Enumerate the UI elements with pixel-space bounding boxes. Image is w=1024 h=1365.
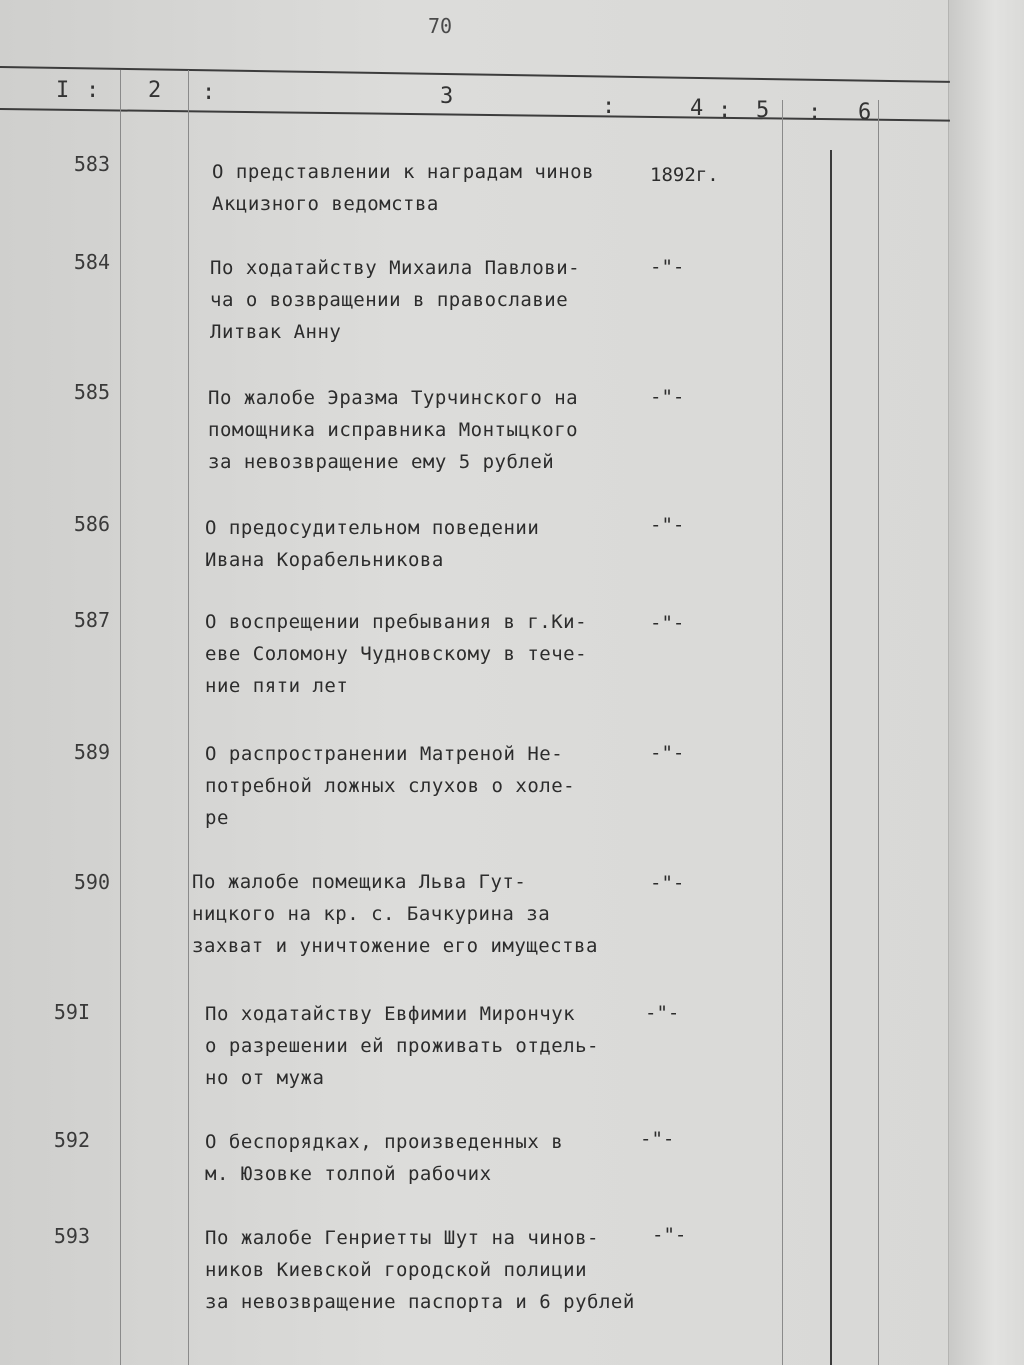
entry-number: 585 <box>73 380 110 404</box>
entry-title: По жалобе помещика Льва Гут- ницкого на кр. с. Бачкурина за захват и уничтожение его имущества <box>192 871 598 957</box>
entry-number: 584 <box>73 250 110 274</box>
entry-title: О распространении Матреной Не- потребной ложных слухов о холе- ре <box>205 743 576 829</box>
column-rule <box>782 100 783 1365</box>
header-separator: : <box>718 98 732 123</box>
entry-date: 1892г. <box>650 164 719 186</box>
entry-number: 583 <box>73 152 110 176</box>
entry-date: -"- <box>645 1002 680 1024</box>
entry-date: -"- <box>650 386 685 408</box>
entry-date: -"- <box>640 1128 675 1150</box>
entry-date: -"- <box>650 742 685 764</box>
entry-number: 590 <box>73 870 110 894</box>
entry-date: -"- <box>650 612 685 634</box>
header-separator: : <box>86 78 100 103</box>
column-rule <box>188 70 189 1365</box>
entry-title: По жалобе Эразма Турчинского на помощника исправника Монтыцкого за невозвращение ему 5 рублей <box>208 387 579 473</box>
entry-title: О беспорядках, произведенных в м. Юзовке толпой рабочих <box>205 1131 564 1185</box>
column-header-4: 4 <box>690 96 704 121</box>
column-rule <box>830 150 832 1365</box>
entry-date: -"- <box>650 872 685 894</box>
entry-title: По ходатайству Михаила Павлови- ча о возвращении в православие Литвак Анну <box>210 257 581 343</box>
page-number: 70 <box>428 14 453 38</box>
entry-number: 589 <box>73 740 110 764</box>
entry-number: 586 <box>73 512 110 536</box>
entry-title: О предосудительном поведении Ивана Корабельникова <box>205 517 540 571</box>
entry-number: 593 <box>53 1224 90 1248</box>
header-top-rule <box>0 66 950 83</box>
header-separator: : <box>202 80 216 105</box>
column-header-1: I <box>56 78 70 103</box>
column-header-2: 2 <box>148 78 162 103</box>
column-header-3: 3 <box>440 84 454 109</box>
entry-date: -"- <box>650 514 685 536</box>
header-separator: : <box>602 94 616 119</box>
entry-date: -"- <box>650 256 685 278</box>
column-header-6: 6 <box>858 100 872 125</box>
entry-title: О представлении к наградам чинов Акцизного ведомства <box>212 161 595 215</box>
column-rule <box>878 100 879 1365</box>
entry-title: По ходатайству Евфимии Мирончук о разрешении ей проживать отдель- но от мужа <box>205 1003 599 1089</box>
entry-number: 592 <box>53 1128 90 1152</box>
column-rule <box>120 70 121 1365</box>
next-page-edge <box>948 0 1024 1365</box>
entry-number: 59I <box>53 1000 90 1024</box>
entry-title: О воспрещении пребывания в г.Ки- еве Соломону Чудновскому в тече- ние пяти лет <box>205 611 588 697</box>
entry-number: 587 <box>73 608 110 632</box>
entry-title: По жалобе Генриетты Шут на чинов- ников Киевской городской полиции за невозвращение паспорта и 6 рублей <box>205 1227 635 1313</box>
entry-date: -"- <box>652 1224 687 1246</box>
column-header-5: 5 <box>756 98 770 123</box>
header-separator: : <box>808 100 822 125</box>
